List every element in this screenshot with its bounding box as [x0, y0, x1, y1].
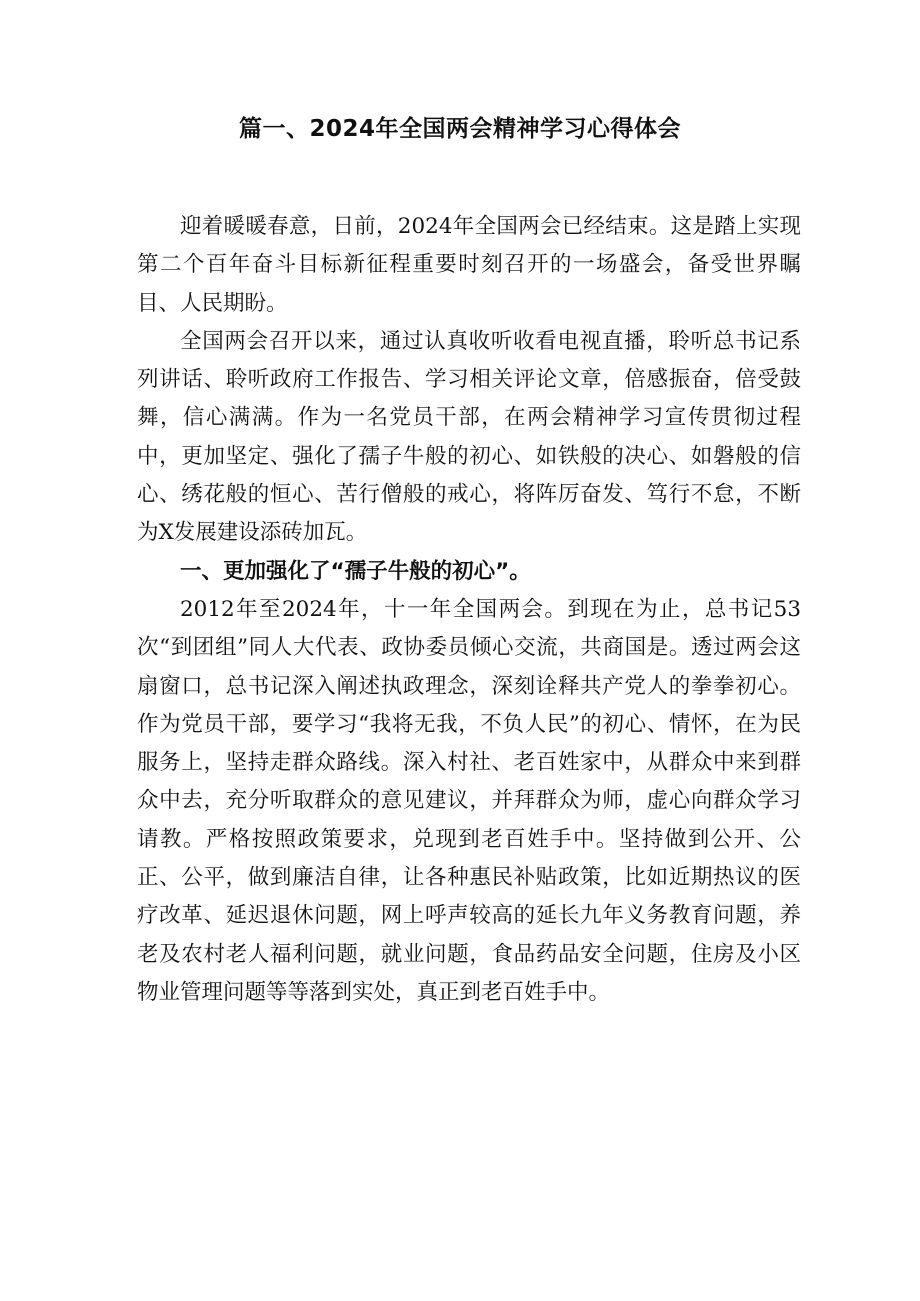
section-paragraph: 2012年至2024年，十一年全国两会。到现在为止，总书记53次“到团组”同人大代表、政协委员倾心交流，共商国是。透过两会这扇窗口，总书记深入阐述执政理念，深刻诠释共产党人的拳拳初心。作为党员干部，要学习“我将无我，不负人民”的初心、情怀，在为民服务上，坚持走群众路线。深入村社、老百姓家中，从群众中来到群众中去，充分听取群众的意见建议，并拜群众为师，虚心向群众学习请教。严格按照政策要求，兑现到老百姓手中。坚持做到公开、公正、公平，做到廉洁自律，让各种惠民补贴政策，比如近期热议的医疗改革、延迟退休问题，网上呼声较高的延长九年义务教育问题，养老及农村老人福利问题，就业问题，食品药品安全问题，住房及小区物业管理问题等等落到实处，真正到老百姓手中。 [137, 596, 801, 1005]
paragraph-intro: 迎着暖暖春意，日前，2024年全国两会已经结束。这是踏上实现第二个百年奋斗目标新征程重要时刻召开的一场盛会，备受世界瞩目、人民期盼。 [137, 214, 801, 316]
document-title: 篇一、2024年全国两会精神学习心得体会 [238, 116, 681, 142]
paragraph-background: 全国两会召开以来，通过认真收听收看电视直播，聆听总书记系列讲话、聆听政府工作报告、学习相关评论文章，倍感振奋，倍受鼓舞，信心满满。作为一名党员干部，在两会精神学习宣传贯彻过程中，更加坚定、强化了孺子牛般的初心、如铁般的决心、如磐般的信心、绣花般的恒心、苦行僧般的戒心，将阵厉奋发、笃行不怠，不断为X发展建设添砖加瓦。 [137, 328, 801, 546]
section-heading: 一、更加强化了“孺子牛般的初心”。 [180, 558, 531, 584]
document-body [137, 208, 801, 1012]
